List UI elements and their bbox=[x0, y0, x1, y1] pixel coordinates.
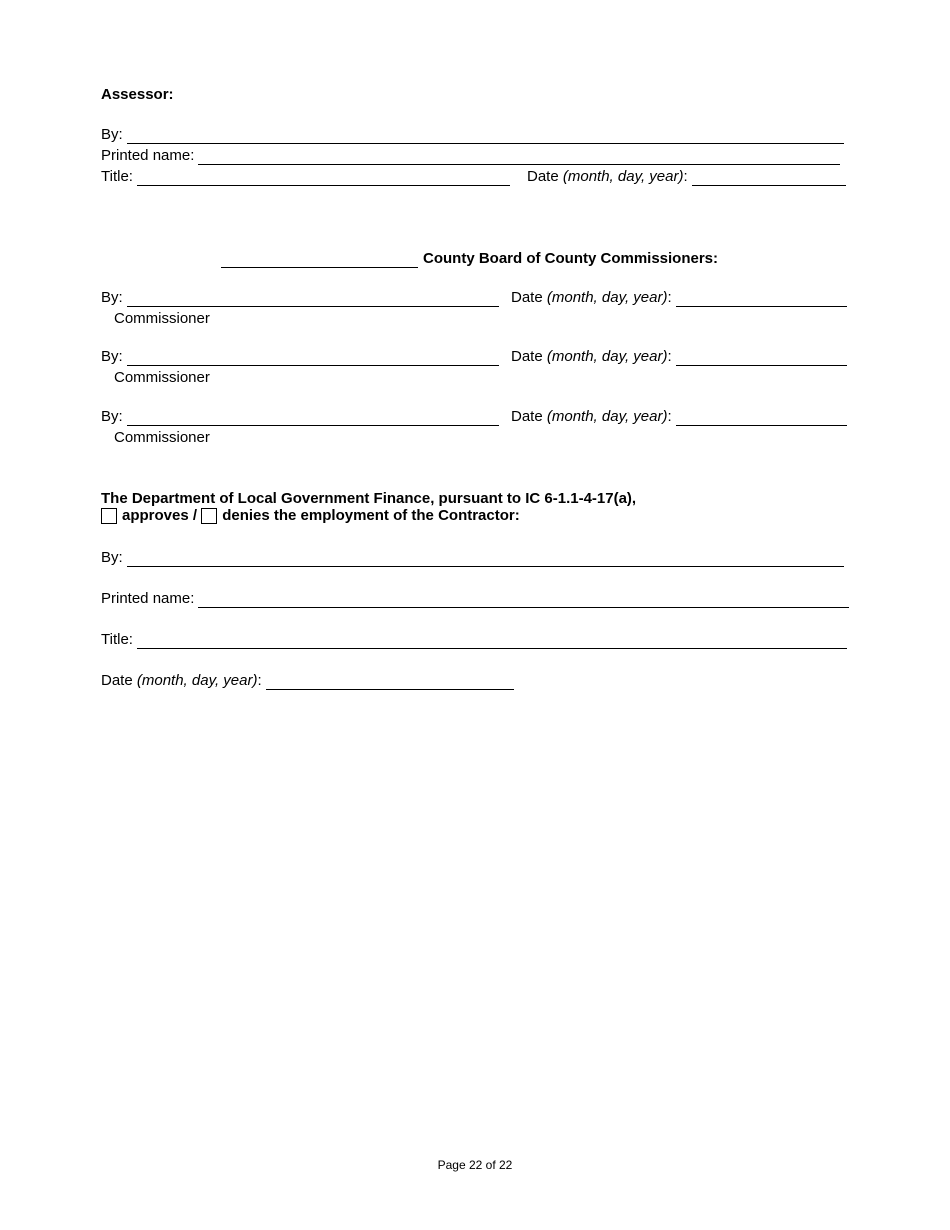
commissioner-2-role: Commissioner bbox=[114, 369, 210, 386]
dlgf-date-line[interactable] bbox=[266, 673, 514, 690]
commissioner-3-by-label: By: bbox=[101, 408, 123, 425]
commissioner-2-by-label: By: bbox=[101, 348, 123, 365]
dlgf-title-row bbox=[101, 629, 847, 649]
assessor-by-row bbox=[101, 124, 844, 144]
assessor-date-format: (month, day, year) bbox=[562, 168, 684, 185]
county-board-heading: County Board of County Commissioners: bbox=[221, 248, 718, 268]
assessor-date-line[interactable] bbox=[692, 169, 846, 186]
commissioner-2-by-row bbox=[101, 346, 499, 366]
assessor-title-row bbox=[101, 166, 510, 186]
dlgf-title-label: Title: bbox=[101, 631, 133, 648]
assessor-title-line[interactable] bbox=[137, 169, 510, 186]
commissioner-2-date-line[interactable] bbox=[676, 349, 847, 366]
commissioner-3-date-row: Date (month, day, year) : bbox=[511, 406, 847, 426]
commissioner-3-role: Commissioner bbox=[114, 429, 210, 446]
commissioner-1-date-line[interactable] bbox=[676, 290, 847, 307]
dlgf-date-format: (month, day, year) bbox=[136, 672, 258, 689]
assessor-by-label: By: bbox=[101, 126, 123, 143]
assessor-date-row: Date (month, day, year) : bbox=[527, 166, 846, 186]
county-name-line[interactable] bbox=[221, 251, 418, 268]
denies-label: denies the employment of the Contractor: bbox=[222, 507, 520, 524]
dlgf-printed-name-label: Printed name: bbox=[101, 590, 195, 607]
assessor-printed-name-line[interactable] bbox=[198, 148, 840, 165]
commissioner-1-signature-line[interactable] bbox=[127, 290, 499, 307]
dlgf-signature-line[interactable] bbox=[127, 550, 844, 567]
page-number: Page 22 of 22 bbox=[437, 1158, 513, 1172]
commissioner-2-date-row: Date (month, day, year) : bbox=[511, 346, 847, 366]
commissioner-2-signature-line[interactable] bbox=[127, 349, 499, 366]
commissioner-3-by-row bbox=[101, 406, 499, 426]
assessor-by-signature-line[interactable] bbox=[127, 127, 844, 144]
dlgf-printed-name-row bbox=[101, 588, 849, 608]
commissioner-1-role: Commissioner bbox=[114, 310, 210, 327]
assessor-heading: Assessor: bbox=[101, 86, 174, 103]
commissioner-3-signature-line[interactable] bbox=[127, 409, 499, 426]
assessor-printed-name-label: Printed name: bbox=[101, 147, 195, 164]
dlgf-statement: The Department of Local Government Finance, pursuant to IC 6-1.1-4-17(a), bbox=[101, 490, 637, 507]
assessor-date-label: Date bbox=[527, 168, 559, 185]
commissioner-1-by-label: By: bbox=[101, 289, 123, 306]
commissioner-3-date-line[interactable] bbox=[676, 409, 847, 426]
dlgf-by-label: By: bbox=[101, 549, 123, 566]
approves-checkbox[interactable] bbox=[101, 508, 117, 524]
commissioner-1-by-row bbox=[101, 287, 499, 307]
dlgf-decision-row bbox=[101, 506, 520, 526]
assessor-printed-name-row bbox=[101, 145, 840, 165]
assessor-title-label: Title: bbox=[101, 168, 133, 185]
dlgf-printed-name-line[interactable] bbox=[198, 591, 849, 608]
commissioner-1-date-row: Date (month, day, year) : bbox=[511, 287, 847, 307]
denies-checkbox[interactable] bbox=[201, 508, 217, 524]
dlgf-date-row: Date (month, day, year) : bbox=[101, 670, 514, 690]
approves-label: approves / bbox=[122, 507, 198, 524]
dlgf-date-label: Date bbox=[101, 672, 133, 689]
dlgf-by-row bbox=[101, 547, 844, 567]
dlgf-title-line[interactable] bbox=[137, 632, 847, 649]
